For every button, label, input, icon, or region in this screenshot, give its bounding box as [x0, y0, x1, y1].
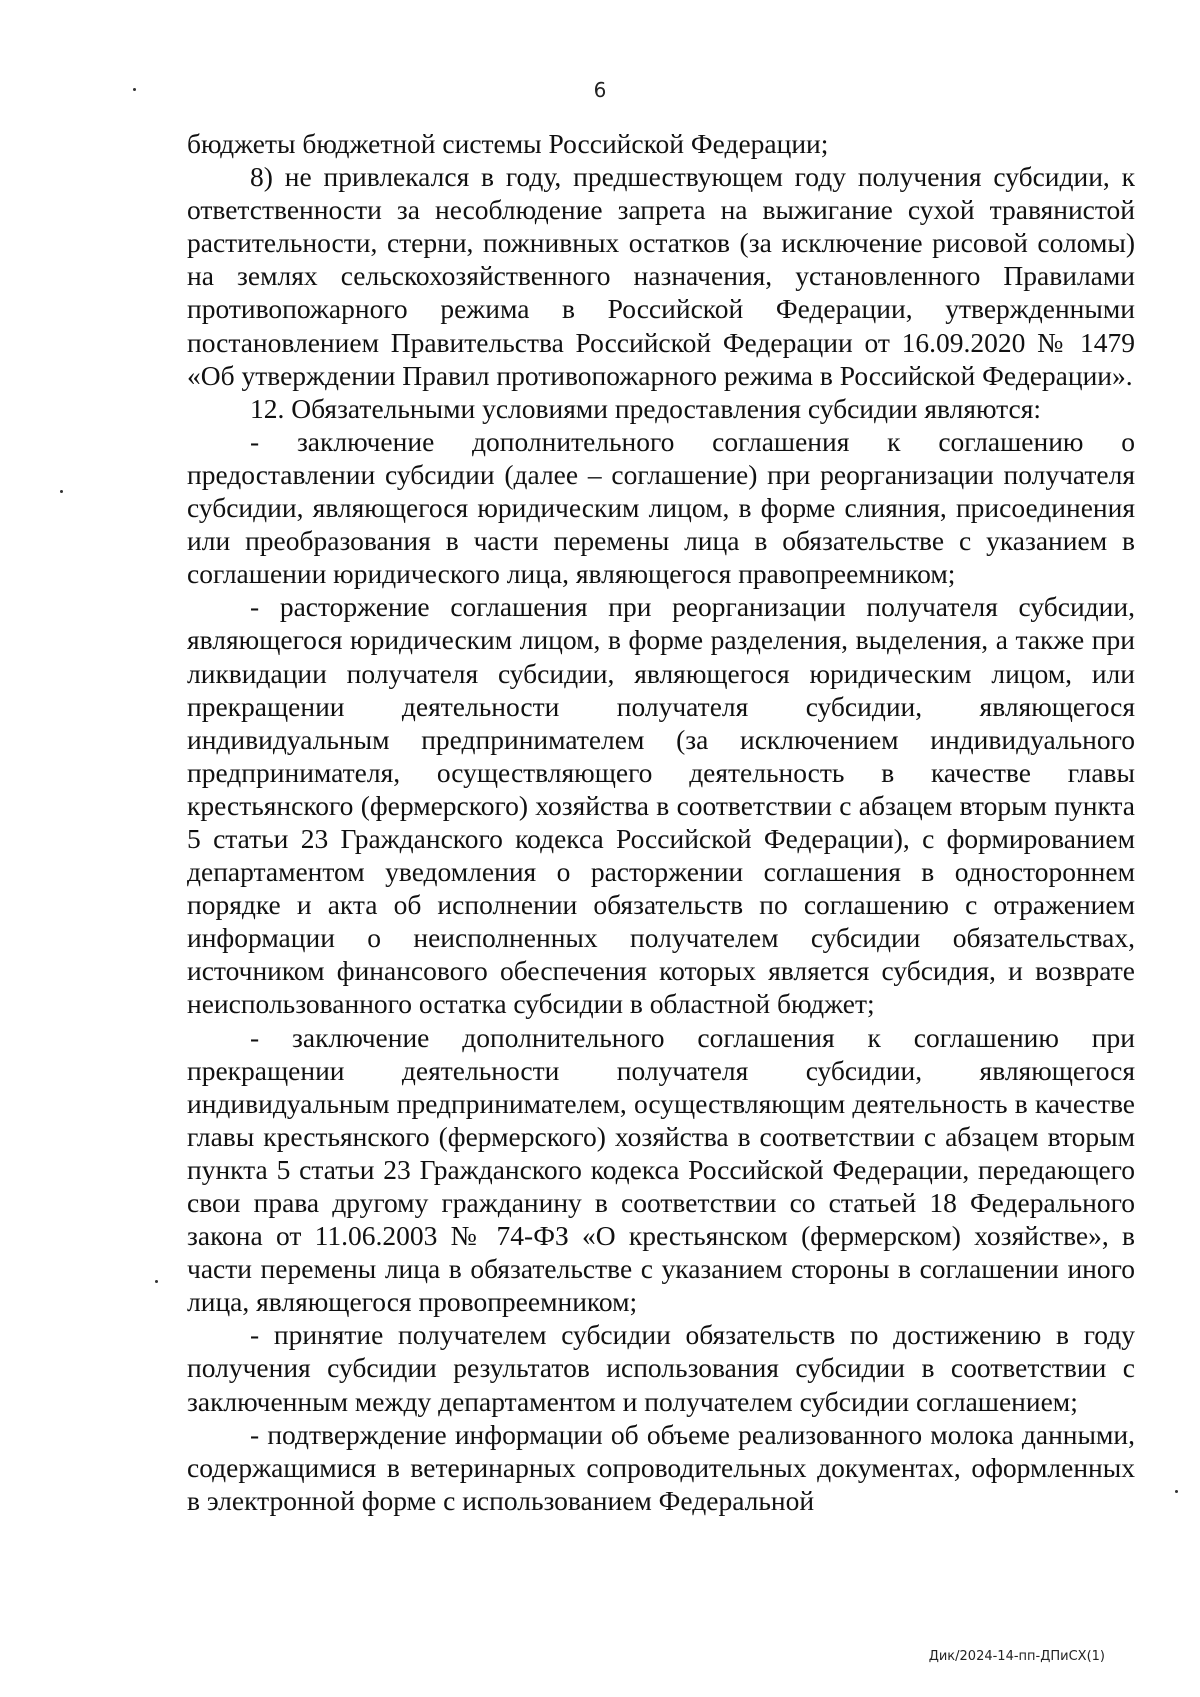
paragraph: - заключение дополнительного соглашения к соглашению при прекращении деятельности получателя субсидии, являющегося индивидуальным предпринимателем, осуществляющим деятельность в качестве главы крестьянского (фермерского) хозяйства в соответствии с абзацем вторым пункта 5 статьи 23 Гражданского кодекса Российской Федерации, передающего свои права другому гражданину в соответствии со статьей 18 Федерального закона от 11.06.2003 № 74-ФЗ «О крестьянском (фермерском) хозяйстве», в части перемены лица в обязательстве с указанием стороны в соглашении иного лица, являющегося провопреемником;	[187, 1021, 1135, 1318]
paragraph: бюджеты бюджетной системы Российской Федерации;	[187, 128, 829, 159]
paragraph: - расторжение соглашения при реорганизации получателя субсидии, являющегося юридическим лицом, в форме разделения, выделения, а также при ликвидации получателя субсидии, являющегося юридическим лицом, или прекращении деятельности получателя субсидии, являющегося индивидуальным предпринимателем (за исключением индивидуального предпринимателя, осуществляющего деятельность в качестве главы крестьянского (фермерского) хозяйства в соответствии с абзацем вторым пункта 5 статьи 23 Гражданского кодекса Российской Федерации), с формированием департаментом уведомления о расторжении соглашения в одностороннем порядке и акта об исполнении обязательств по соглашению с отражением информации о неисполненных получателем субсидии обязательствах, источником финансового обеспечения которых является субсидия, и возврате неиспользованного остатка субсидии в областной бюджет;	[187, 591, 1135, 1020]
scan-speck	[155, 1280, 158, 1283]
scan-speck	[1175, 1490, 1178, 1493]
paragraph: - подтверждение информации об объеме реализованного молока данными, содержащимися в ветеринарных сопроводительных документах, оформленных в электронной форме с использованием Федеральной	[187, 1418, 1135, 1516]
page-number: 6	[593, 78, 607, 102]
document-body	[187, 127, 1135, 1517]
paragraph: 8) не привлекался в году, предшествующем году получения субсидии, к ответственности за несоблюдение запрета на выжигание сухой травянистой растительности, стерни, пожнивных остатков (за исключение рисовой соломы) на землях сельскохозяйственного назначения, установленного Правилами противопожарного режима в Российской Федерации, утвержденными постановлением Правительства Российской Федерации от 16.09.2020 № 1479 «Об утверждении Правил противопожарного режима в Российской Федерации».	[187, 161, 1135, 391]
scan-speck	[60, 490, 63, 493]
document-code: Дик/2024-14-пп-ДПиСХ(1)	[928, 1649, 1105, 1664]
paragraph: - принятие получателем субсидии обязательств по достижению в году получения субсидии результатов использования субсидии в соответствии с заключенным между департаментом и получателем субсидии соглашением;	[187, 1319, 1135, 1417]
paragraph: 12. Обязательными условиями предоставления субсидии являются:	[250, 392, 1042, 424]
paragraph: - заключение дополнительного соглашения к соглашению о предоставлении субсидии (далее – соглашение) при реорганизации получателя субсидии, являющегося юридическим лицом, в форме слияния, присоединения или преобразования в части перемены лица в обязательстве с указанием в соглашении юридического лица, являющегося правопреемником;	[187, 425, 1135, 590]
scan-speck	[133, 88, 136, 91]
